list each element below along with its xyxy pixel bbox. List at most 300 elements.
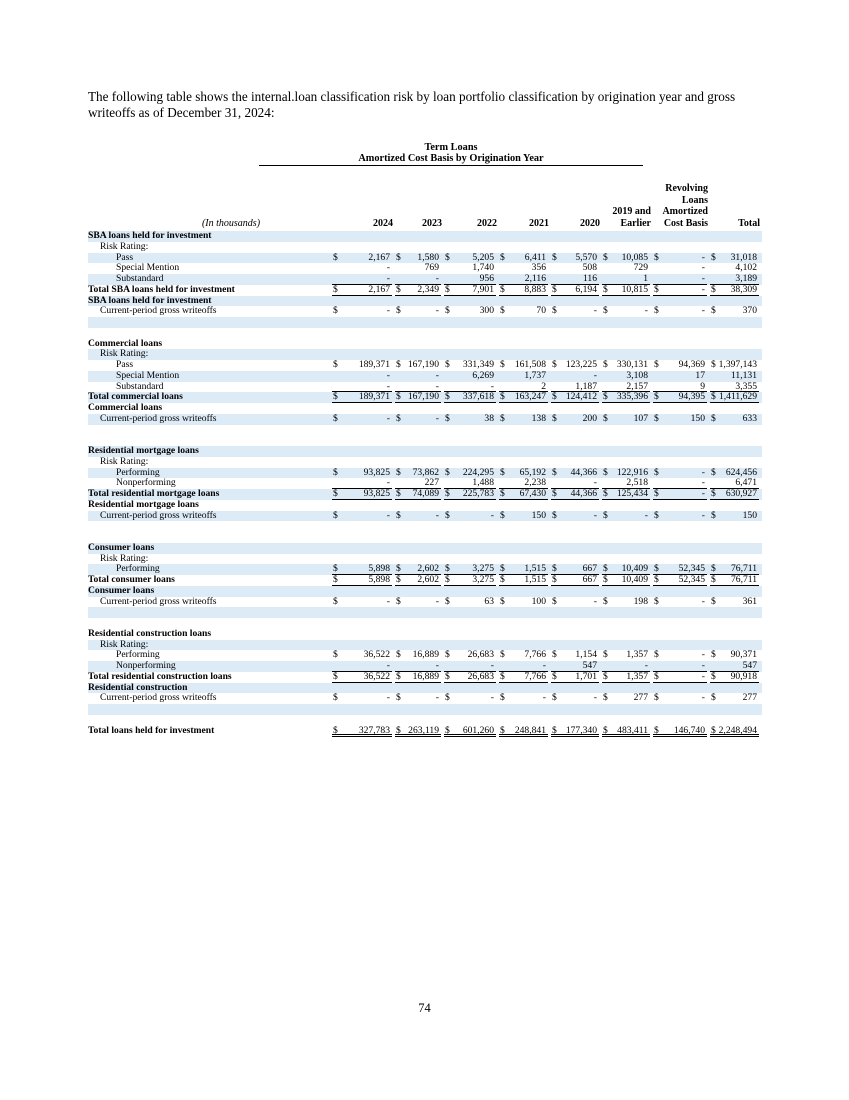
cell-value: 277 [742,692,757,704]
cell-value: 52,345 [678,563,705,575]
cell-value: 337,618 [462,391,494,403]
dollar-sign: $ [654,724,659,736]
cell-value: 31,018 [730,251,757,263]
row-label: Total SBA loans held for investment [88,283,235,295]
dollar-sign: $ [333,670,338,682]
spacer-row [88,715,762,726]
value-cell [551,306,599,317]
column-header-line: 2019 and [612,206,651,217]
value-cell [332,726,392,737]
value-cell [653,263,707,274]
dollar-sign: $ [711,563,716,575]
total-row [88,575,762,586]
column-header-line: Loans [681,194,708,206]
row-label: Substandard [116,273,164,284]
cell-value: - [644,660,648,671]
dollar-sign: $ [333,251,338,263]
dollar-sign: $ [445,574,450,585]
cell-value: - [435,660,439,671]
value-cell [444,726,496,737]
value-cell [332,468,392,479]
cell-value: 167,190 [407,391,439,403]
value-cell [653,253,707,264]
row-label: Risk Rating: [100,638,149,650]
page-number: 74 [418,1001,431,1015]
cell-value: - [386,412,390,424]
table-row [88,306,762,317]
value-cell [395,263,441,274]
spacer-row [88,521,762,532]
cell-value: 3,275 [472,563,494,575]
value-cell [551,371,599,382]
cell-value: 956 [479,273,494,284]
value-cell [710,285,759,296]
dollar-sign: $ [654,412,659,424]
dollar-sign: $ [500,251,505,263]
cell-value: 38 [484,412,494,424]
cell-value: - [386,595,390,607]
cell-value: - [490,660,494,671]
value-cell [395,575,441,586]
value-cell [653,672,707,683]
value-cell [332,263,392,274]
dollar-sign: $ [500,488,505,499]
value-cell [602,597,650,608]
column-header-2 [444,218,497,230]
cell-value: - [644,509,648,521]
cell-value: 331,349 [462,359,494,370]
value-cell [395,489,441,500]
row-label: Special Mention [116,369,180,381]
table-row [88,511,762,522]
dollar-sign: $ [445,563,450,575]
dollar-sign: $ [654,509,659,521]
dollar-sign: $ [333,509,338,521]
column-header-line: Revolving [665,183,708,194]
cell-value: 93,825 [363,488,390,499]
row-label: Current-period gross writeoffs [100,509,217,521]
dollar-sign: $ [552,305,557,317]
dollar-sign: $ [396,305,401,317]
cell-value: 225,783 [462,488,494,499]
value-cell [332,489,392,500]
row-label: Current-period gross writeoffs [100,412,217,424]
table-row [88,414,762,425]
dollar-sign: $ [445,359,450,370]
dollar-sign: $ [603,283,608,295]
cell-value: 4,102 [735,262,757,274]
value-cell [499,392,548,403]
value-cell [653,575,707,586]
dollar-sign: $ [603,670,608,682]
value-cell [602,672,650,683]
dollar-sign: $ [333,574,338,585]
cell-value: - [435,412,439,424]
dollar-sign: $ [711,670,716,682]
column-header-7 [710,218,760,230]
value-cell [602,414,650,425]
dollar-sign: $ [654,692,659,704]
total-row [88,392,762,403]
value-cell [653,274,707,285]
cell-value: - [644,305,648,317]
dollar-sign: $ [396,488,401,499]
cell-value: 167,190 [407,359,439,370]
dollar-sign: $ [396,574,401,585]
section-header-row [88,231,762,242]
value-cell [332,575,392,586]
value-cell [499,672,548,683]
cell-value: - [701,692,705,704]
dollar-sign: $ [654,563,659,575]
dollar-sign: $ [445,649,450,661]
cell-value: 227 [424,477,439,489]
value-cell [653,650,707,661]
section-header-row [88,500,762,511]
value-cell [395,371,441,382]
value-cell [332,285,392,296]
cell-value: 150 [531,509,546,521]
row-label: Current-period gross writeoffs [100,305,217,317]
cell-value: 16,889 [412,670,439,682]
cell-value: 161,508 [514,359,546,370]
dollar-sign: $ [333,283,338,295]
cell-value: 7,766 [524,670,546,682]
cell-value: 2,248,494 [718,724,757,736]
dollar-sign: $ [333,563,338,575]
dollar-sign: $ [396,359,401,370]
dollar-sign: $ [333,488,338,499]
cell-value: 2,518 [626,477,648,489]
cell-value: - [386,380,390,392]
row-label: SBA loans held for investment [88,230,212,241]
cell-value: - [701,649,705,661]
cell-value: - [435,509,439,521]
dollar-sign: $ [333,466,338,478]
row-label: Performing [116,563,160,575]
value-cell [444,306,496,317]
dollar-sign: $ [603,305,608,317]
dollar-sign: $ [445,391,450,403]
cell-value: - [593,477,597,489]
cell-value: - [593,509,597,521]
cell-value: 44,366 [570,488,597,499]
column-header-line: 2020 [580,217,600,229]
dollar-sign: $ [711,488,716,499]
units-label: (In thousands) [201,218,261,229]
dollar-sign: $ [500,692,505,704]
cell-value: - [386,369,390,381]
column-header-line: Cost Basis [663,217,708,229]
value-cell [602,693,650,704]
cell-value: 327,783 [358,724,390,736]
dollar-sign: $ [500,595,505,607]
cell-value: 163,247 [514,391,546,403]
column-header-line: Amortized [662,206,708,217]
dollar-sign: $ [552,649,557,661]
origination-year-subtitle: Amortized Cost Basis by Origination Year [358,153,544,164]
value-cell [653,371,707,382]
dollar-sign: $ [654,670,659,682]
value-cell [653,306,707,317]
value-cell [710,489,759,500]
cell-value: 125,434 [616,488,648,499]
row-label: Total consumer loans [88,574,175,585]
dollar-sign: $ [333,595,338,607]
cell-value: 667 [582,574,597,585]
cell-value: 5,898 [368,574,390,585]
cell-value: 1,580 [417,251,439,263]
dollar-sign: $ [552,283,557,295]
column-header-3 [499,218,549,230]
cell-value: - [701,283,705,295]
dollar-sign: $ [396,466,401,478]
cell-value: 26,683 [467,670,494,682]
dollar-sign: $ [333,692,338,704]
value-cell [710,672,759,683]
cell-value: 124,412 [565,391,597,403]
cell-value: - [701,660,705,671]
dollar-sign: $ [603,509,608,521]
dollar-sign: $ [711,692,716,704]
cell-value: 2,602 [417,563,439,575]
cell-value: 76,711 [730,563,757,575]
column-header-line: 2023 [422,217,442,229]
cell-value: - [701,488,705,499]
total-row [88,672,762,683]
cell-value: 729 [633,262,648,274]
value-cell [551,468,599,479]
section-header-row [88,339,762,350]
cell-value: - [593,692,597,704]
dollar-sign: $ [396,563,401,575]
value-cell [499,575,548,586]
cell-value: 2 [541,380,546,392]
cell-value: 1,154 [575,649,597,661]
cell-value: 94,369 [678,359,705,370]
cell-value: 1,737 [524,369,546,381]
value-cell [499,414,548,425]
dollar-sign: $ [396,692,401,704]
value-cell [602,575,650,586]
dollar-sign: $ [396,391,401,403]
value-cell [395,392,441,403]
cell-value: - [701,466,705,478]
dollar-sign: $ [552,466,557,478]
dollar-sign: $ [333,359,338,370]
table-row [88,597,762,608]
cell-value: 300 [479,305,494,317]
cell-value: 10,085 [621,251,648,263]
row-label: Risk Rating: [100,552,149,564]
dollar-sign: $ [711,283,716,295]
cell-value: 5,898 [368,563,390,575]
cell-value: - [435,273,439,284]
dollar-sign: $ [500,305,505,317]
cell-value: 601,260 [462,724,494,736]
dollar-sign: $ [654,488,659,499]
row-label: Residential mortgage loans [88,498,199,510]
section-header-row [88,629,762,640]
cell-value: 361 [742,595,757,607]
cell-value: 3,355 [735,380,757,392]
dollar-sign: $ [500,466,505,478]
dollar-sign: $ [711,359,716,370]
cell-value: 3,275 [472,574,494,585]
dollar-sign: $ [396,509,401,521]
cell-value: 1,740 [472,262,494,274]
spacer-row [88,532,762,543]
cell-value: 2,349 [417,283,439,295]
value-cell [602,285,650,296]
cell-value: - [386,692,390,704]
dollar-sign: $ [445,283,450,295]
cell-value: 769 [424,262,439,274]
value-cell [499,726,548,737]
value-cell [653,468,707,479]
cell-value: 52,345 [678,574,705,585]
cell-value: 146,740 [673,724,705,736]
dollar-sign: $ [445,724,450,736]
cell-value: - [386,509,390,521]
value-cell [653,597,707,608]
dollar-sign: $ [500,509,505,521]
value-cell [499,511,548,522]
value-cell [395,726,441,737]
cell-value: 2,602 [417,574,439,585]
value-cell [444,392,496,403]
cell-value: 10,409 [621,574,648,585]
cell-value: - [593,595,597,607]
dollar-sign: $ [552,724,557,736]
cell-value: 277 [633,692,648,704]
cell-value: - [435,595,439,607]
dollar-sign: $ [552,251,557,263]
table-row [88,693,762,704]
cell-value: 508 [582,262,597,274]
cell-value: - [490,509,494,521]
row-label: Pass [116,251,134,263]
value-cell [551,489,599,500]
row-label: Risk Rating: [100,455,149,467]
cell-value: 6,269 [472,369,494,381]
value-cell [332,371,392,382]
cell-value: 630,927 [725,488,757,499]
cell-value: 11,131 [730,369,757,381]
row-label: Risk Rating: [100,348,149,360]
cell-value: 1 [643,273,648,284]
cell-value: 1,701 [575,670,597,682]
total-row [88,726,762,737]
cell-value: 10,815 [621,283,648,295]
cell-value: 633 [742,412,757,424]
dollar-sign: $ [500,359,505,370]
column-header-4 [551,218,600,230]
dollar-sign: $ [654,391,659,403]
value-cell [395,414,441,425]
dollar-sign: $ [396,724,401,736]
cell-value: 16,889 [412,649,439,661]
value-cell [710,414,759,425]
cell-value: 3,108 [626,369,648,381]
dollar-sign: $ [396,595,401,607]
spacer-row [88,328,762,339]
value-cell [551,360,599,371]
value-cell [602,726,650,737]
dollar-sign: $ [654,466,659,478]
value-cell [710,371,759,382]
column-header-1 [395,218,442,230]
value-cell [499,650,548,661]
value-cell [710,511,759,522]
cell-value: 2,157 [626,380,648,392]
cell-value: 1,187 [575,380,597,392]
value-cell [395,360,441,371]
dollar-sign: $ [396,412,401,424]
spacer-row [88,317,762,328]
dollar-sign: $ [711,251,716,263]
dollar-sign: $ [333,412,338,424]
dollar-sign: $ [552,692,557,704]
value-cell [653,511,707,522]
cell-value: 6,411 [524,251,546,263]
cell-value: 38,309 [730,283,757,295]
value-cell [332,672,392,683]
value-cell [444,575,496,586]
column-header-line: 2024 [373,217,393,229]
cell-value: 5,205 [472,251,494,263]
value-cell [332,693,392,704]
cell-value: 8,883 [524,283,546,295]
cell-value: - [593,305,597,317]
value-cell [602,511,650,522]
cell-value: 547 [582,660,597,671]
dollar-sign: $ [654,595,659,607]
cell-value: 624,456 [725,466,757,478]
dollar-sign: $ [654,251,659,263]
value-cell [395,285,441,296]
value-cell [710,693,759,704]
dollar-sign: $ [500,670,505,682]
cell-value: 1,488 [472,477,494,489]
cell-value: 200 [582,412,597,424]
value-cell [551,414,599,425]
row-label: Consumer loans [88,584,155,596]
cell-value: 1,515 [524,563,546,575]
value-cell [395,597,441,608]
row-label: Risk Rating: [100,240,149,252]
value-cell [710,597,759,608]
cell-value: - [593,369,597,381]
cell-value: 177,340 [565,724,597,736]
dollar-sign: $ [396,283,401,295]
cell-value: 74,089 [412,488,439,499]
value-cell [444,511,496,522]
row-label: Residential construction [88,681,188,693]
dollar-sign: $ [603,563,608,575]
section-header-row [88,543,762,554]
dollar-sign: $ [396,251,401,263]
cell-value: 1,515 [524,574,546,585]
intro-paragraph: The following table shows the internal.loan classification risk by loan portfolio classification by origination year and gross writeoffs as of December 31, 2024: [88,89,736,120]
value-cell [653,489,707,500]
value-cell [395,672,441,683]
cell-value: - [701,509,705,521]
spacer-row [88,425,762,436]
value-cell [653,414,707,425]
row-label: Commercial loans [88,337,163,349]
value-cell [444,489,496,500]
